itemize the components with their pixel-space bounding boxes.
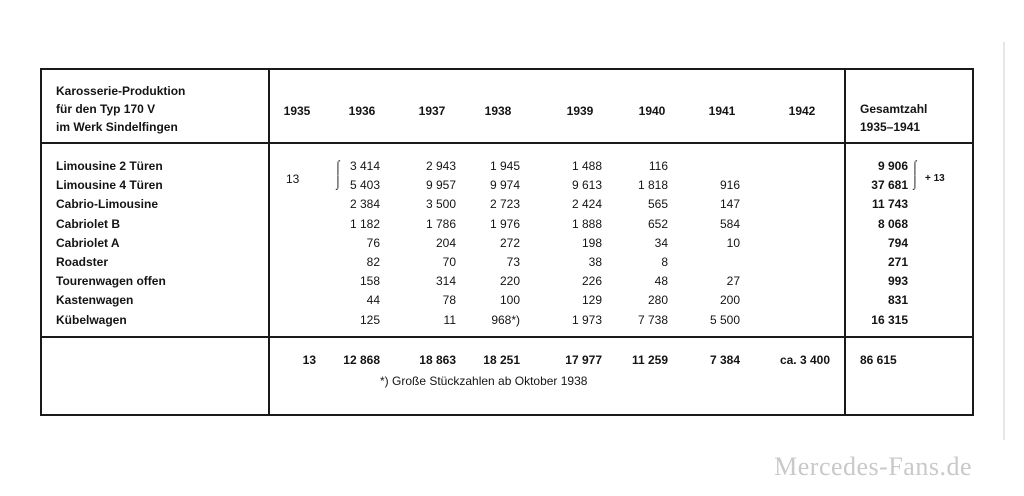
total-1937: 18 863	[419, 353, 456, 367]
cell-1936: 44	[366, 293, 380, 308]
cell-total: 794	[887, 235, 908, 250]
year-header-1938: 1938	[484, 104, 512, 118]
cell-1936: 1 182	[349, 216, 380, 231]
cell-1939: 9 613	[571, 178, 602, 193]
shared-1935-value: 13	[286, 172, 300, 186]
cell-1939: 1 973	[571, 312, 602, 327]
total-column-header	[860, 100, 927, 136]
cell-1938: 100	[499, 293, 520, 308]
cell-1938: 9 974	[489, 178, 520, 193]
total-header-line-2: 1935–1941	[860, 120, 921, 134]
cell-1938: 968*)	[491, 312, 520, 327]
cell-1940: 652	[647, 216, 668, 231]
total-1936: 12 868	[343, 353, 380, 367]
grand-total: 86 615	[860, 353, 897, 367]
year-header-1937: 1937	[418, 104, 446, 118]
cell-1938: 272	[499, 235, 520, 250]
title-line-1: Karosserie-Produktion	[56, 84, 186, 98]
cell-1936: 158	[359, 274, 380, 289]
cell-1937: 3 500	[425, 197, 456, 212]
cell-1941: 5 500	[709, 312, 740, 327]
cell-total: 11 743	[871, 197, 908, 212]
row-label: Tourenwagen offen	[56, 274, 166, 289]
row-label: Roadster	[56, 255, 109, 269]
cell-1940: 8	[661, 255, 668, 269]
brace-1936-left: ⌠ ⌡	[334, 159, 342, 189]
page-edge-shadow	[1003, 42, 1005, 440]
cell-1941: 584	[719, 216, 740, 231]
cell-1939: 1 888	[571, 216, 602, 231]
row-label: Limousine 2 Türen	[56, 159, 163, 173]
year-header-1941: 1941	[708, 104, 736, 118]
cell-1937: 70	[442, 255, 456, 269]
total-1941: 7 384	[709, 353, 740, 367]
totals-divider	[40, 336, 974, 338]
cell-1939: 198	[581, 235, 602, 250]
year-header-1936: 1936	[348, 104, 376, 118]
cell-1941: 27	[726, 274, 740, 289]
cell-1941: 147	[719, 197, 740, 212]
cell-total: 831	[887, 293, 908, 308]
cell-1937: 1 786	[425, 216, 456, 231]
cell-1937: 204	[435, 235, 456, 250]
cell-1936: 125	[359, 312, 380, 327]
total-1939: 17 977	[565, 353, 602, 367]
year-header-1939: 1939	[566, 104, 594, 118]
row-label: Cabrio-Limousine	[56, 197, 159, 212]
cell-1938: 1 976	[489, 216, 520, 231]
cell-total: 8 068	[877, 216, 908, 231]
cell-total: 993	[887, 274, 908, 289]
cell-1937: 11	[443, 312, 456, 327]
cell-1937: 9 957	[425, 178, 456, 193]
cell-total: 271	[887, 255, 908, 269]
cell-1941: 916	[719, 178, 740, 193]
cell-1936: 82	[366, 255, 380, 269]
cell-1939: 129	[581, 293, 602, 308]
cell-1936: 3 414	[349, 159, 380, 173]
cell-1940: 116	[648, 159, 668, 173]
cell-1939: 38	[588, 255, 602, 269]
footnote: *) Große Stückzahlen ab Oktober 1938	[380, 374, 588, 388]
table-title	[56, 82, 185, 136]
total-header-line-1: Gesamtzahl	[860, 102, 928, 116]
title-line-2: für den Typ 170 V	[56, 102, 156, 116]
cell-1940: 280	[647, 293, 668, 308]
cell-1940: 565	[647, 197, 668, 212]
cell-1941: 200	[719, 293, 740, 308]
cell-1940: 48	[654, 274, 668, 289]
cell-1937: 78	[442, 293, 456, 308]
watermark: Mercedes-Fans.de	[774, 452, 972, 481]
cell-1937: 2 943	[425, 159, 456, 173]
row-label: Cabriolet B	[56, 216, 121, 231]
brace-total-right: ⌠ ⌡	[911, 159, 919, 189]
cell-1938: 1 945	[489, 159, 520, 173]
year-header-1940: 1940	[638, 104, 666, 118]
row-label: Kastenwagen	[56, 293, 134, 308]
row-label: Limousine 4 Türen	[56, 178, 163, 193]
cell-1938: 73	[506, 255, 520, 269]
total-1935: 13	[302, 353, 316, 367]
year-header-1935: 1935	[283, 104, 311, 118]
cell-1938: 2 723	[489, 197, 520, 212]
total-1942: ca. 3 400	[779, 353, 830, 367]
row-label: Cabriolet A	[56, 235, 120, 250]
row-label: Kübelwagen	[56, 312, 127, 327]
total-1938: 18 251	[483, 353, 520, 367]
cell-1941: 10	[726, 235, 740, 250]
header-divider	[40, 142, 974, 144]
cell-1937: 314	[435, 274, 456, 289]
title-line-3: im Werk Sindelfingen	[56, 120, 178, 134]
cell-1936: 2 384	[349, 197, 380, 212]
total-1940: 11 259	[631, 353, 668, 367]
cell-1939: 1 488	[571, 159, 602, 173]
cell-1939: 2 424	[571, 197, 602, 212]
cell-1940: 34	[654, 235, 668, 250]
cell-1939: 226	[581, 274, 602, 289]
cell-1936: 5 403	[349, 178, 380, 193]
cell-total: 37 681	[871, 178, 908, 193]
cell-total: 16 315	[871, 312, 908, 327]
cell-1940: 1 818	[637, 178, 668, 193]
cell-total: 9 906	[877, 159, 908, 173]
cell-1936: 76	[366, 235, 380, 250]
shared-extra-note: + 13	[925, 173, 945, 184]
cell-1940: 7 738	[637, 312, 668, 327]
cell-1938: 220	[499, 274, 520, 289]
year-header-1942: 1942	[788, 104, 816, 118]
